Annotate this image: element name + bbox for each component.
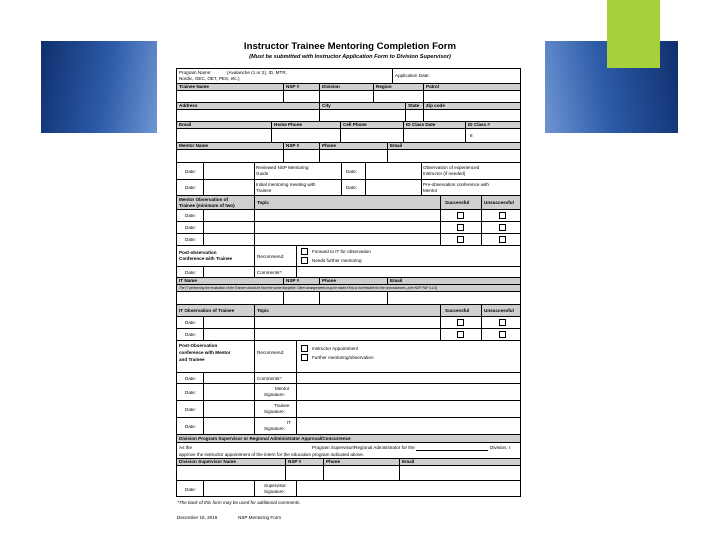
it-email-label: Email [390,278,403,283]
id-class-date-label: ID Class Date [406,122,436,127]
date-label: Date: [185,169,196,174]
approval-header [176,434,521,442]
div-sup-nsp-label: NSP # [288,459,302,464]
mentor-obs-row [176,209,521,221]
forward-option: Forward to IT for observation [312,249,371,254]
program-options-cont: Nordic, OEC, OET, PES, etc.) [179,76,240,81]
post-obs2-label: Post-Observation [179,343,218,348]
signature-label: Signature: [264,426,285,431]
pre-obs-label: Pre-observation conference with [423,182,489,187]
trainee-nsp-label: NSP # [286,84,300,89]
mentor-signature-label: Mentor [275,386,290,391]
it-name-label: IT Name [179,278,197,283]
program-row [176,68,521,83]
it-nsp-label: NSP # [286,278,300,283]
zip-label: Zip code [426,103,445,108]
recommend-label: Recommend: [257,254,285,259]
approval-mid: Program Supervisor/Regional Administrator for the [312,445,415,450]
program-name-label: Program Name: [179,70,212,75]
topic-label: Topic [257,308,269,313]
form-title: Instructor Trainee Mentoring Completion Form [243,41,457,52]
state-label: State [408,103,420,108]
supervisor-signature-label: Supervisor [264,483,286,488]
mentor-name-label: Mentor Name [179,143,209,148]
footnote: *The back of this form may be used for additional comments. [177,500,301,505]
unsuccessful-checkbox[interactable] [499,319,506,326]
initial-meeting-label-2: Trainee [256,188,272,193]
appointment-option: Instructor Appointment [312,346,358,351]
div-sup-email-label: Email [402,459,415,464]
approval-as-the: As the [179,445,193,450]
email-header [176,121,521,128]
id-class-value: 8 [470,133,473,138]
topic-label: Topic [257,200,269,205]
cell-phone-label: Cell Phone [343,122,367,127]
mentor-nsp-label: NSP # [286,143,300,148]
it-header [176,277,521,284]
it-input-row[interactable] [176,291,521,304]
unsuccessful-checkbox[interactable] [499,236,506,243]
signature-label: Signature: [264,489,285,494]
div-supervisor-header [176,458,521,465]
initial-meeting-label: Initial mentoring meeting with [256,182,316,187]
unsuccessful-checkbox[interactable] [499,224,506,231]
approval-heading: Division Program Supervisor or Regional Administrator Approval/Concurrence [179,436,351,441]
comments-row [176,372,521,383]
signature-label: Signature: [264,392,285,397]
mentor-dates-row1 [176,162,521,179]
date-label: Date: [185,424,196,429]
it-note-row [176,284,521,291]
trainee-signature-row [176,400,521,417]
trainee-header [176,83,521,90]
division-label: Division [322,84,340,89]
mentor-obs-heading: Mentor Observation of [179,197,229,202]
pre-obs-label-2: Mentor [423,188,438,193]
date-label: Date: [346,169,357,174]
reviewed-guide-label-2: Guide [256,171,269,176]
date-label: Date: [185,407,196,412]
reviewed-guide-label: Reviewed NSP Mentoring [256,165,309,170]
successful-checkbox[interactable] [457,331,464,338]
it-note: The IT performing the evaluation of the Trainee should be from the same discipline. Other arrangements may be made if this is not feasible for the circumstances. (see NSP P&P 4.4.3) [179,286,438,290]
date-label: Date: [185,225,196,230]
comments-label: Comments*: [257,376,283,381]
date-label: Date: [185,487,196,492]
successful-checkbox[interactable] [457,236,464,243]
date-label: Date: [185,270,196,275]
div-supervisor-input-row[interactable] [176,465,521,480]
email-label: Email [179,122,192,127]
successful-label: Successful [445,308,470,313]
date-label: Date: [185,213,196,218]
mentor-obs-header [176,195,521,209]
post-obs-label: Post-observation [179,250,217,255]
email-input-row[interactable] [176,128,521,142]
observation-exp-label: Observation of experienced [423,165,480,170]
further-mentoring-checkbox[interactable] [301,354,308,361]
program-options: (Avalanche (1 or 2), ID, MTR, [227,70,287,75]
footer-date: December 16, 2016 [177,515,218,520]
approval-line2: approve the instructor appointment of the intern for the education program indicated above. [179,452,365,457]
approval-division: Division, I [490,445,510,450]
city-label: City [322,103,331,108]
mentor-email-label: Email [390,143,403,148]
mentoring-option: Needs further mentoring [312,258,362,263]
post-obs-it-row [176,340,521,372]
successful-checkbox[interactable] [457,224,464,231]
form-subtitle: (Must be submitted with Instructor Application Form to Division Supervisor) [249,54,451,60]
patrol-label: Patrol [426,84,440,89]
post-obs-label-2: Conference with Trainee [179,256,233,261]
div-sup-phone-label: Phone [326,459,341,464]
trainee-signature-label: Trainee [274,403,290,408]
trainee-name-label: Trainee Name [179,84,209,89]
date-label: Date: [185,390,196,395]
address-input-row[interactable] [176,109,521,121]
mentoring-checkbox[interactable] [301,257,308,264]
it-obs-heading: IT Observation of Trainee [179,308,235,313]
mentor-dates-row2 [176,179,521,195]
it-obs-header [176,304,521,316]
post-obs-mentor-row [176,245,521,266]
successful-label: Successful [445,200,470,205]
forward-checkbox[interactable] [301,248,308,255]
mentor-signature-row [176,383,521,400]
approval-row [176,442,521,458]
date-label: Date: [346,185,357,190]
mentor-header [176,142,521,149]
it-signature-label: IT [287,420,292,425]
it-signature-row [176,417,521,434]
div-sup-name-label: Division Supervisor Name [179,459,236,464]
further-mentoring-option: Further mentoring/observation [312,355,374,360]
region-label: Region [376,84,392,89]
unsuccessful-checkbox[interactable] [499,212,506,219]
address-label: Address [179,103,198,108]
observation-exp-label-2: Instructor (if needed) [423,171,466,176]
post-obs2-label-3: and Trainee [179,357,205,362]
id-class-num-label: ID Class # [468,122,490,127]
post-obs-date-row [176,266,521,277]
date-label: Date: [185,332,196,337]
slide-decoration-accent [607,0,660,68]
recommend-label: Recommend: [257,350,285,355]
signature-label: Signature: [264,409,285,414]
unsuccessful-label: Unsuccessful [484,200,514,205]
it-phone-label: Phone [322,278,337,283]
mentor-obs-row [176,221,521,233]
it-obs-row [176,328,521,340]
unsuccessful-label: Unsuccessful [484,308,514,313]
form-grid [176,68,521,526]
successful-checkbox[interactable] [457,319,464,326]
home-phone-label: Home Phone [274,122,303,127]
it-obs-row [176,316,521,328]
unsuccessful-checkbox[interactable] [499,331,506,338]
mentor-phone-label: Phone [322,143,337,148]
mentor-obs-heading-2: Trainee (minimum of two) [179,203,235,208]
mentor-input-row[interactable] [176,149,521,162]
date-label: Date: [185,320,196,325]
slide-decoration-left [41,41,157,133]
footer-name: NSP Mentoring Form [238,515,282,520]
date-label: Date: [185,376,196,381]
address-header [176,102,521,109]
post-obs2-label-2: conference with Mentor [179,350,231,355]
trainee-input-row[interactable] [176,90,521,102]
date-label: Date: [185,237,196,242]
successful-checkbox[interactable] [457,212,464,219]
mentor-obs-row [176,233,521,245]
appointment-checkbox[interactable] [301,345,308,352]
application-date-label: Application Date: [395,73,430,78]
div-supervisor-signature-row [176,480,521,497]
comments-label: Comments*: [257,270,283,275]
mentoring-form [160,30,540,530]
date-label: Date: [185,185,196,190]
